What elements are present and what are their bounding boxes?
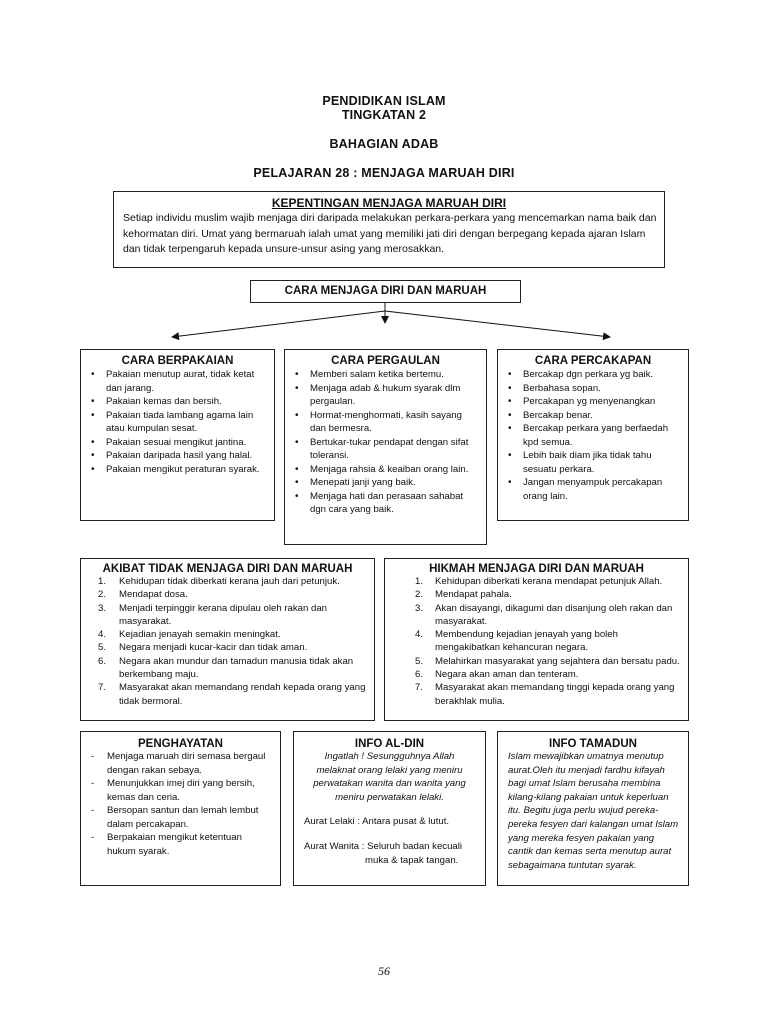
list-item: 1. Kehidupan tidak diberkati kerana jauh dari petunjuk. [98, 576, 340, 587]
cara-menjaga-title: CARA MENJAGA DIRI DAN MARUAH [284, 285, 487, 297]
aurat-wanita-text: Aurat Wanita : Seluruh badan kecuali [304, 840, 463, 852]
penghayatan-box [80, 731, 281, 886]
hikmah-box [384, 558, 689, 721]
list-item: • Menjaga rahsia & keaiban orang lain. [285, 463, 476, 477]
info-tamadun-box [497, 731, 689, 886]
info-al-din-quote: Ingatlah ! Sesungguhnya Allah melaknat orang lelaki yang meniru perwatakan wanita dan wanita yang meniru perwatakan lelaki. [313, 751, 466, 803]
berpakaian-box [80, 349, 275, 521]
list-item: • Pakaian tiada lambang agama lain atau kumpulan sesat. [81, 409, 266, 436]
list-item: • Berbahasa sopan. [498, 382, 680, 396]
list-item: 3. Akan disayangi, dikagumi dan disanjung oleh rakan dan masyarakat. [415, 602, 673, 627]
list-item: • Pakaian mengikut peraturan syarak. [81, 463, 266, 477]
list-item: • Lebih baik diam jika tidak tahu sesuatu perkara. [498, 449, 680, 476]
list-item: • Jangan menyampuk percakapan orang lain. [498, 476, 680, 503]
list-item: 4. Membendung kejadian jenayah yang boleh mengakibatkan kehancuran negara. [415, 629, 618, 654]
list-item: • Bercakap dgn perkara yg baik. [498, 368, 680, 382]
berpakaian-title: CARA BERPAKAIAN [121, 355, 234, 367]
info-al-din-box [293, 731, 486, 886]
lesson-title: PELAJARAN 28 : MENJAGA MARUAH DIRI [253, 166, 515, 180]
list-item: • Hormat-menghormati, kasih sayang dan bermesra. [285, 409, 476, 436]
list-item: - Bersopan santun dan lemah lembut dalam percakapan. [81, 804, 270, 831]
list-item: 2. Mendapat dosa. [98, 589, 188, 601]
form-level: TINGKATAN 2 [341, 108, 427, 122]
list-item: 6. Negara akan aman dan tenteram. [415, 669, 579, 681]
akibat-title: AKIBAT TIDAK MENJAGA DIRI DAN MARUAH [102, 563, 353, 575]
list-item: 7. Masyarakat akan memandang rendah kepada orang yang tidak bermoral. [98, 682, 366, 707]
list-item: • Percakapan yg menyenangkan [498, 395, 680, 409]
percakapan-box [497, 349, 689, 521]
list-item: 5. Melahirkan masyarakat yang sejahtera dan bersatu padu. [415, 655, 680, 667]
info-al-din-title: INFO AL-DIN [354, 738, 425, 750]
hikmah-title: HIKMAH MENJAGA DIRI DAN MARUAH [429, 563, 644, 575]
list-item: 6. Negara akan mundur dan tamadun manusia tidak akan berkembang maju. [98, 655, 354, 681]
kepentingan-title: KEPENTINGAN MENJAGA MARUAH DIRI [271, 196, 507, 210]
list-item: - Menunjukkan imej diri yang bersih, kemas dan ceria. [81, 777, 270, 804]
list-item: 3. Menjadi terpinggir kerana dipulau oleh rakan dan masyarakat. [98, 602, 328, 627]
list-item: - Menjaga maruah diri semasa bergaul dengan rakan sebaya. [81, 750, 270, 777]
info-tamadun-text: Islam mewajibkan umatnya menutup aurat.Oleh itu menjadi fardhu kifayah bagi umat Islam berusaha membina kilang-kilang pakaian untuk keperluan itu. Begitu juga perlu wujud pereka-pereka fesyen dari kalangan umat Islam yang mereka fesyen pakaian yang cantik dan kemas serta menutup aurat sebagaimana tuntutan syarak. [508, 751, 679, 871]
list-item: • Pakaian kemas dan bersih. [81, 395, 266, 409]
list-item: 7. Masyarakat akan memandang tinggi kepada orang yang berakhlak mulia. [415, 682, 675, 707]
aurat-lelaki-text: Aurat Lelaki : Antara pusat & lutut. [304, 816, 450, 828]
list-item: • Pakaian menutup aurat, tidak ketat dan jarang. [81, 368, 266, 395]
section-title: BAHAGIAN ADAB [329, 137, 439, 151]
list-item: • Bertukar-tukar pendapat dengan sifat toleransi. [285, 436, 476, 463]
list-item: • Menjaga hati dan perasaan sahabat dgn cara yang baik. [285, 490, 476, 517]
list-item: 5. Negara menjadi kucar-kacir dan tidak aman. [98, 642, 308, 654]
list-item: • Menjaga adab & hukum syarak dlm pergaulan. [285, 382, 476, 409]
connector-arrows [0, 0, 768, 360]
akibat-box [80, 558, 375, 721]
list-item: • Pakaian sesuai mengikut jantina. [81, 436, 266, 450]
kepentingan-text: Setiap individu muslim wajib menjaga diri daripada melakukan perkara-perkara yang mencemarkan nama baik dan kehormatan diri. Umat yang bermaruah ialah umat yang memiliki jati diri dengan berpegang kepada ajaran Islam dan tidak terpengaruh kepada unsure-unsur asing yang merosakkan. [123, 212, 657, 255]
info-tamadun-title: INFO TAMADUN [549, 738, 637, 750]
list-item: • Pakaian daripada hasil yang halal. [81, 449, 266, 463]
list-item: - Berpakaian mengikut ketentuan hukum syarak. [81, 831, 270, 858]
penghayatan-title: PENGHAYATAN [138, 738, 223, 750]
list-item: 2. Mendapat pahala. [415, 589, 512, 601]
list-item: • Memberi salam ketika bertemu. [285, 368, 476, 382]
subject-title: PENDIDIKAN ISLAM [322, 94, 446, 108]
percakapan-title: CARA PERCAKAPAN [534, 355, 652, 367]
list-item: 1. Kehidupan diberkati kerana mendapat petunjuk Allah. [415, 576, 663, 587]
aurat-wanita-text-2: muka & tapak tangan. [365, 854, 459, 866]
list-item: • Bercakap perkara yang berfaedah kpd semua. [498, 422, 680, 449]
list-item: 4. Kejadian jenayah semakin meningkat. [98, 629, 281, 641]
pergaulan-title: CARA PERGAULAN [331, 355, 440, 367]
list-item: • Menepati janji yang baik. [285, 476, 476, 490]
list-item: • Bercakap benar. [498, 409, 680, 423]
pergaulan-box [284, 349, 487, 545]
page-number: 56 [378, 964, 390, 978]
